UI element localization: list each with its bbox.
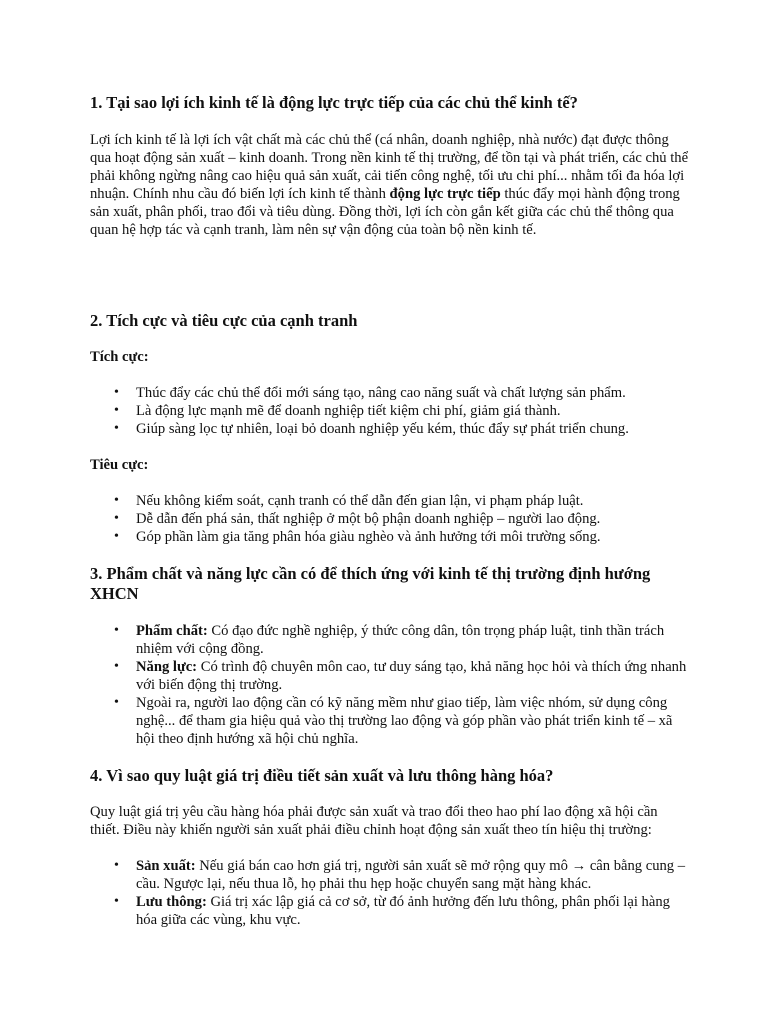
- list-item-text: Giúp sàng lọc tự nhiên, loại bỏ doanh nghiệp yếu kém, thúc đẩy sự phát triển chung.: [136, 421, 629, 437]
- list-item-text: Giá trị xác lập giá cả cơ sở, từ đó ảnh hưởng đến lưu thông, phân phối lại hàng hóa giữa các vùng, khu vực.: [136, 894, 670, 928]
- bullet-icon: •: [114, 403, 119, 418]
- list-item-label: Lưu thông:: [136, 894, 207, 910]
- list-item: [90, 402, 690, 420]
- section-4-paragraph: Quy luật giá trị yêu cầu hàng hóa phải được sản xuất và trao đổi theo hao phí lao động xã hội cần thiết. Điều này khiến người sản xuất phải điều chỉnh hoạt động sản xuất theo tín hiệu thị trường:: [90, 804, 658, 838]
- section-1-text-part: Lợi ích kinh tế là lợi ích vật chất mà các chủ thể (cá nhân, doanh nghiệp, nhà nước) đạt được thông qua hoạt động sản xuất – kinh doanh. Trong nền kinh tế thị trường, để tồn tại và phát triển, các chủ thể phải không ngừng nâng cao hiệu quả sản xuất, cải tiến công nghệ, tối ưu chi phí... nhằm tối đa hóa lợi nhuận. Chính nhu cầu đó biến lợi ích kinh tế thành: [90, 132, 689, 202]
- list-item-text: Thúc đẩy các chủ thể đổi mới sáng tạo, nâng cao năng suất và chất lượng sản phẩm.: [136, 385, 626, 401]
- positive-label: Tích cực:: [90, 349, 149, 365]
- bullet-icon: •: [114, 385, 119, 400]
- bullet-icon: •: [114, 511, 119, 526]
- section-4-heading: 4. Vì sao quy luật giá trị điều tiết sản xuất và lưu thông hàng hóa?: [90, 766, 554, 785]
- list-item: [90, 694, 690, 748]
- list-item: [90, 510, 690, 528]
- list-item-text: Nếu không kiểm soát, cạnh tranh có thể dẫn đến gian lận, vi phạm pháp luật.: [136, 493, 584, 509]
- law-of-value-list: [90, 857, 690, 929]
- qualities-list: [90, 622, 690, 748]
- bullet-icon: •: [114, 659, 119, 674]
- bullet-icon: •: [114, 623, 119, 638]
- bullet-icon: •: [114, 421, 119, 436]
- list-item: [90, 857, 690, 893]
- section-2-heading: 2. Tích cực và tiêu cực của cạnh tranh: [90, 311, 358, 330]
- negative-label: Tiêu cực:: [90, 457, 149, 473]
- list-item-label: Phẩm chất:: [136, 623, 208, 639]
- list-item-text: Nếu giá bán cao hơn giá trị, người sản xuất sẽ mở rộng quy mô → cân bằng cung – cầu. Ngược lại, nếu thua lỗ, họ phải thu hẹp hoặc chuyển sang mặt hàng khác.: [136, 858, 686, 892]
- list-item-text: Có trình độ chuyên môn cao, tư duy sáng tạo, khả năng học hỏi và thích ứng nhanh với biến động thị trường.: [136, 659, 687, 693]
- list-item: [90, 893, 690, 929]
- list-item-text: Góp phần làm gia tăng phân hóa giàu nghèo và ảnh hưởng tới môi trường sống.: [136, 529, 601, 545]
- list-item-text: Có đạo đức nghề nghiệp, ý thức công dân, tôn trọng pháp luật, tinh thần trách nhiệm với cộng đồng.: [136, 623, 665, 657]
- list-item-text: Ngoài ra, người lao động cần có kỹ năng mềm như giao tiếp, làm việc nhóm, sử dụng công nghệ... để tham gia hiệu quả vào thị trường lao động và góp phần vào phát triển kinh tế – xã hội theo định hướng xã hội chủ nghĩa.: [136, 695, 673, 747]
- list-item-label: Sản xuất:: [136, 858, 196, 874]
- positive-list: [90, 384, 690, 438]
- list-item-text: Là động lực mạnh mẽ để doanh nghiệp tiết kiệm chi phí, giảm giá thành.: [136, 403, 561, 419]
- list-item-text: Dễ dẫn đến phá sản, thất nghiệp ở một bộ phận doanh nghiệp – người lao động.: [136, 511, 601, 527]
- bullet-icon: •: [114, 894, 119, 909]
- bullet-icon: •: [114, 695, 119, 710]
- section-1-bold-phrase: động lực trực tiếp: [389, 186, 501, 202]
- list-item: [90, 622, 690, 658]
- list-item: [90, 658, 690, 694]
- bullet-icon: •: [114, 493, 119, 508]
- bullet-icon: •: [114, 858, 119, 873]
- list-item: [90, 384, 690, 402]
- list-item: [90, 492, 690, 510]
- list-item-label: Năng lực:: [136, 659, 198, 675]
- list-item: [90, 420, 690, 438]
- section-1-heading: 1. Tại sao lợi ích kinh tế là động lực trực tiếp của các chủ thể kinh tế?: [90, 93, 578, 112]
- list-item: [90, 528, 690, 546]
- negative-list: [90, 492, 690, 546]
- section-1-paragraph: [90, 131, 690, 239]
- section-3-heading: 3. Phẩm chất và năng lực cần có để thích ứng với kinh tế thị trường định hướng XHCN: [90, 564, 651, 603]
- section-1-text-part: thúc đẩy mọi hành động trong sản xuất, phân phối, trao đổi và tiêu dùng. Đồng thời, lợi ích còn gắn kết giữa các chủ thể thông qua quan hệ hợp tác và cạnh tranh, làm nên sự vận động của toàn bộ nền kinh tế.: [90, 186, 680, 238]
- bullet-icon: •: [114, 529, 119, 544]
